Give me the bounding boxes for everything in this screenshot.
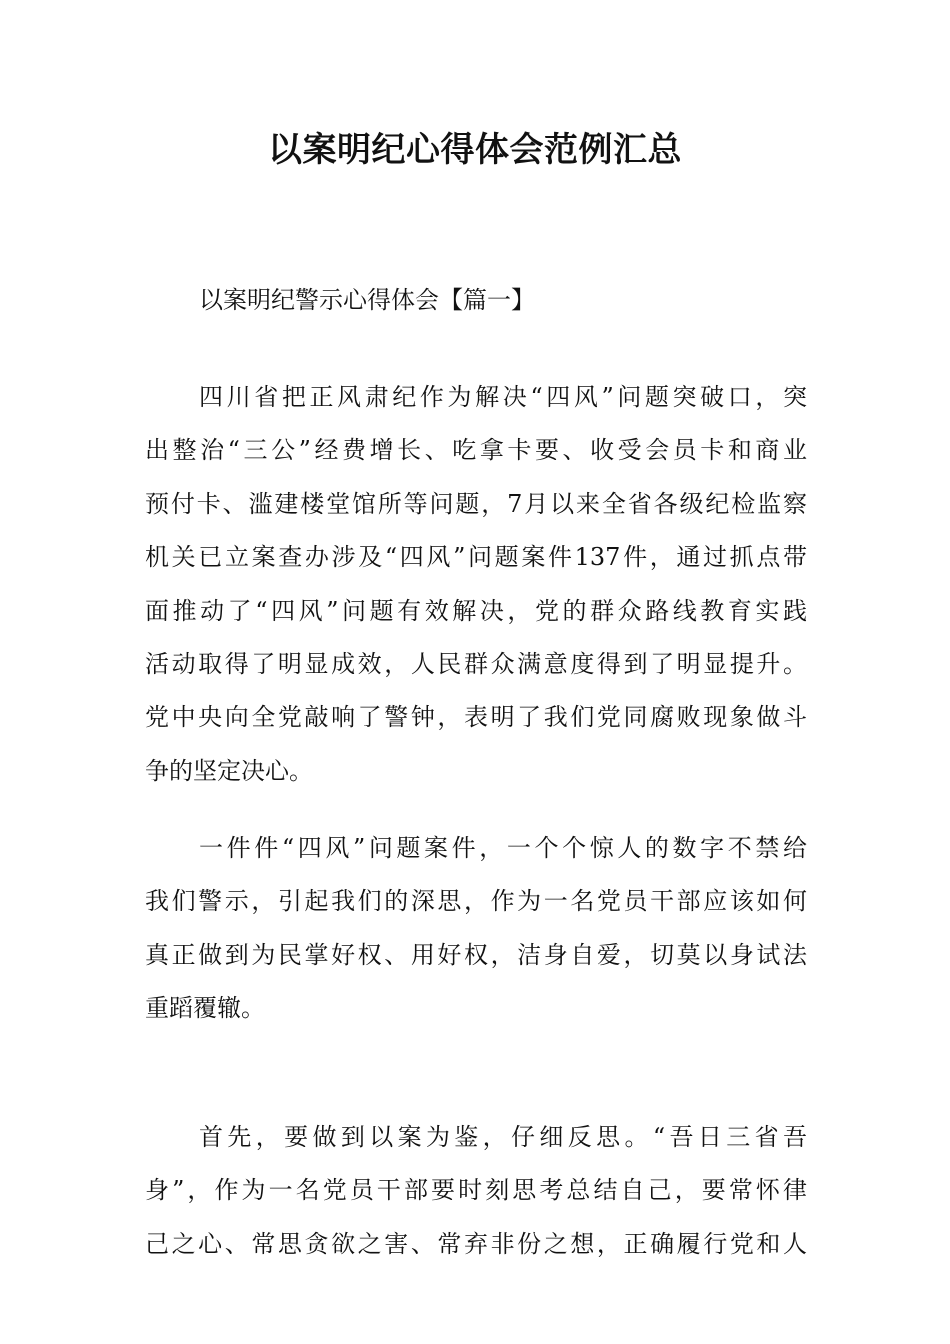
section-heading: 以案明纪警示心得体会【篇一】 — [199, 286, 535, 314]
paragraph-line: 首先，要做到以案为鉴，仔细反思。“吾日三省吾 — [199, 1123, 807, 1151]
paragraph-line: 己之心、常思贪欲之害、常弃非份之想，正确履行党和人 — [145, 1229, 807, 1258]
document-title: 以案明纪心得体会范例汇总 — [268, 130, 682, 170]
paragraph-line: 四川省把正风肃纪作为解决“四风”问题突破口，突 — [199, 383, 807, 411]
paragraph-3 — [145, 1111, 807, 1271]
paragraph-1 — [145, 371, 807, 798]
paragraph-line: 党中央向全党敲响了警钟，表明了我们党同腐败现象做斗 — [145, 703, 807, 732]
paragraph-line: 一件件“四风”问题案件，一个个惊人的数字不禁给 — [199, 834, 807, 862]
paragraph-line: 预付卡、滥建楼堂馆所等问题，7月以来全省各级纪检监察 — [145, 489, 807, 518]
paragraph-line: 争的坚定决心。 — [145, 756, 313, 785]
paragraph-2 — [145, 822, 807, 1036]
paragraph-line: 真正做到为民掌好权、用好权，洁身自爱，切莫以身试法 — [145, 940, 807, 969]
paragraph-line: 出整治“三公”经费增长、吃拿卡要、收受会员卡和商业 — [145, 436, 807, 465]
paragraph-line: 身”，作为一名党员干部要时刻思考总结自己，要常怀律 — [145, 1176, 807, 1205]
paragraph-line: 面推动了“四风”问题有效解决，党的群众路线教育实践 — [145, 596, 807, 625]
paragraph-line: 机关已立案查办涉及“四风”问题案件137件，通过抓点带 — [145, 543, 807, 572]
paragraph-line: 我们警示，引起我们的深思，作为一名党员干部应该如何 — [145, 887, 807, 916]
paragraph-line: 重蹈覆辙。 — [145, 994, 265, 1023]
paragraph-line: 活动取得了明显成效，人民群众满意度得到了明显提升。 — [145, 649, 807, 678]
